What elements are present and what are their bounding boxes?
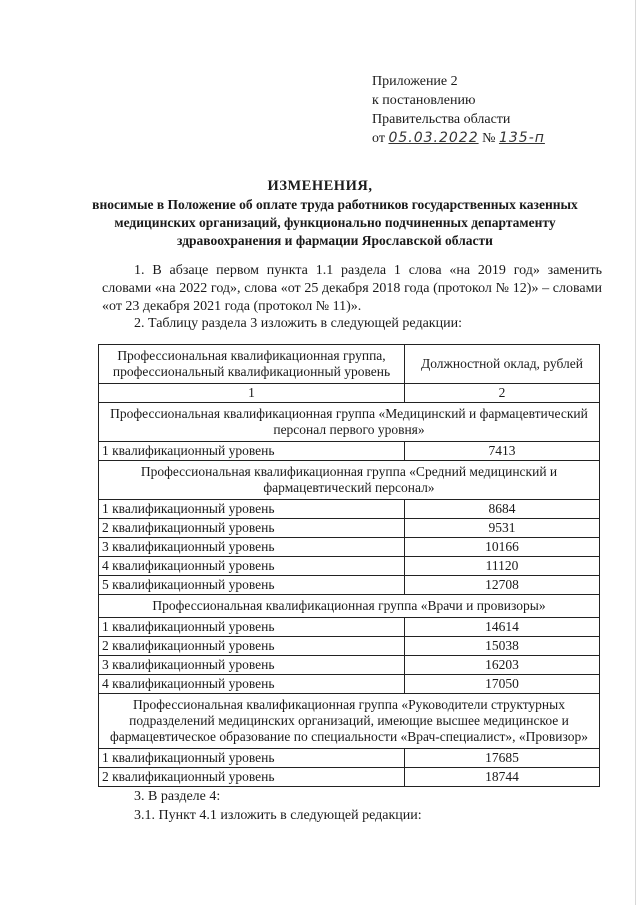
salary-cell: 7413 (405, 442, 600, 461)
level-cell: 5 квалификационный уровень (99, 576, 405, 595)
table-row (99, 538, 600, 557)
appendix-date-line (372, 129, 622, 148)
handwritten-date: 05.03.2022 (388, 130, 479, 146)
table-row (99, 442, 600, 461)
level-cell: 1 квалификационный уровень (99, 500, 405, 519)
number-prefix: № (482, 131, 496, 146)
salary-cell: 15038 (405, 637, 600, 656)
level-cell: 2 квалификационный уровень (99, 637, 405, 656)
level-cell: 1 квалификационный уровень (99, 618, 405, 637)
level-cell: 2 квалификационный уровень (99, 519, 405, 538)
appendix-line-2: к постановлению (372, 93, 476, 108)
appendix-line-3: Правительства области (372, 112, 511, 127)
paragraph-1: 1. В абзаце первом пункта 1.1 раздела 1 слова «на 2019 год» заменить словами «на 2022 год», слова «от 25 декабря 2018 года (протокол № 12)» – словами «от 23 декабря 2021 года (протокол № 11)». (102, 263, 602, 314)
salary-cell: 18744 (405, 768, 600, 787)
salary-cell: 9531 (405, 519, 600, 538)
date-prefix: от (372, 131, 385, 146)
table-row (99, 656, 600, 675)
salary-table (98, 344, 600, 787)
group-heading: Профессиональная квалификационная группа «Медицинский и фармацевтический персонал первого уровня» (99, 403, 600, 442)
salary-cell: 14614 (405, 618, 600, 637)
paragraph-2: 2. Таблицу раздела 3 изложить в следующей редакции: (134, 316, 462, 331)
header-qualification: Профессиональная квалификационная группа, профессиональный квалификационный уровень (99, 345, 405, 384)
salary-cell: 11120 (405, 557, 600, 576)
header-salary: Должностной оклад, рублей (405, 345, 600, 384)
table-row (99, 557, 600, 576)
appendix-block (372, 72, 622, 148)
paragraph-4: 3.1. Пункт 4.1 изложить в следующей редакции: (134, 808, 422, 823)
salary-cell: 12708 (405, 576, 600, 595)
table-row (99, 749, 600, 768)
level-cell: 2 квалификационный уровень (99, 768, 405, 787)
group-heading: Профессиональная квалификационная группа «Врачи и провизоры» (99, 595, 600, 618)
document-title: ИЗМЕНЕНИЯ, (267, 178, 373, 194)
group-heading: Профессиональная квалификационная группа «Средний медицинский и фармацевтический персонал» (99, 461, 600, 500)
salary-cell: 10166 (405, 538, 600, 557)
appendix-line-1: Приложение 2 (372, 74, 458, 89)
document-subtitle: вносимые в Положение об оплате труда работников государственных казенных медицинских организаций, функционально подчиненных департаменту здравоохранения и фармации Ярославской области (92, 197, 578, 248)
scan-edge-divider (635, 0, 636, 905)
table-row (99, 637, 600, 656)
table-row (99, 675, 600, 694)
level-cell: 4 квалификационный уровень (99, 675, 405, 694)
handwritten-number: 135-п (498, 130, 545, 146)
salary-cell: 17685 (405, 749, 600, 768)
table-row (99, 576, 600, 595)
salary-cell: 17050 (405, 675, 600, 694)
group-heading: Профессиональная квалификационная группа «Руководители структурных подразделений медицинских организаций, имеющие высшее медицинское и фармацевтическое образование по специальности «Врач-специалист», «Провизор» (99, 694, 600, 749)
level-cell: 1 квалификационный уровень (99, 442, 405, 461)
paragraph-3: 3. В разделе 4: (134, 789, 221, 804)
level-cell: 1 квалификационный уровень (99, 749, 405, 768)
salary-cell: 16203 (405, 656, 600, 675)
level-cell: 3 квалификационный уровень (99, 538, 405, 557)
table-row (99, 519, 600, 538)
col-number-2: 2 (405, 384, 600, 403)
table-row (99, 768, 600, 787)
salary-cell: 8684 (405, 500, 600, 519)
table-row (99, 500, 600, 519)
level-cell: 4 квалификационный уровень (99, 557, 405, 576)
table-row (99, 618, 600, 637)
col-number-1: 1 (99, 384, 405, 403)
level-cell: 3 квалификационный уровень (99, 656, 405, 675)
